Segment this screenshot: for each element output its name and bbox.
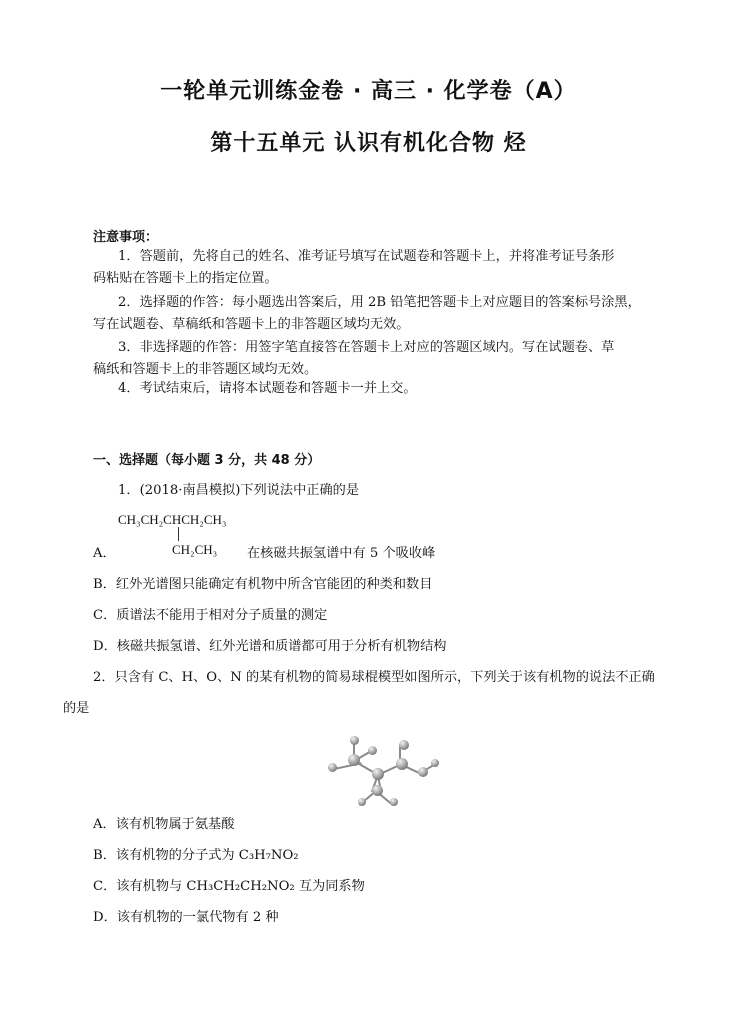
option-text: B．红外光谱图只能确定有机物中所含官能团的种类和数目 (93, 577, 433, 592)
notice-line: 写在试题卷、草稿纸和答题卡上的非答题区域均无效。 (93, 317, 410, 332)
option-text: D．核磁共振氢谱、红外光谱和质谱都可用于分析有机物结构 (93, 639, 447, 654)
notice-line: 3．非选择题的作答：用签字笔直接答在答题卡上对应的答题区域内。写在试题卷、草 (118, 340, 615, 355)
option-label: A． (93, 546, 116, 561)
option-text: B．该有机物的分子式为 C₃H₇NO₂ (93, 848, 299, 863)
document-title: 一轮单元训练金卷 · 高三 · 化学卷（A） (160, 79, 577, 104)
notice-line: 码粘贴在答题卡上的指定位置。 (93, 271, 278, 286)
formula-branch: CH₂CH₃ (172, 542, 218, 557)
unit-title: 第十五单元 认识有机化合物 烃 (210, 131, 527, 156)
notice-line: 4．考试结束后，请将本试题卷和答题卡一并上交。 (118, 381, 417, 396)
option-text: D．该有机物的一氯代物有 2 种 (93, 910, 279, 925)
option-text: A．该有机物属于氨基酸 (93, 817, 235, 832)
question-2-stem: 2．只含有 C、H、O、N 的某有机物的简易球棍模型如图所示，下列关于该有机物的说法不正确 (93, 670, 655, 685)
section-heading: 一、选择题（每小题 3 分，共 48 分） (93, 453, 321, 468)
formula-branch-bond (178, 527, 179, 541)
option-text: C．质谱法不能用于相对分子质量的测定 (93, 608, 328, 623)
option-text: C．该有机物与 CH₃CH₂CH₂NO₂ 互为同系物 (93, 879, 365, 894)
notice-line: 稿纸和答题卡上的非答题区域均无效。 (93, 362, 318, 377)
ball-stick-model-figure (320, 730, 450, 805)
question-2-stem-cont: 的是 (63, 701, 90, 716)
formula-main-chain: CH₃CH₂CHCH₂CH₃ (118, 512, 227, 527)
option-text: 在核磁共振氢谱中有 5 个吸收峰 (247, 546, 436, 561)
notice-line: 1．答题前，先将自己的姓名、准考证号填写在试题卷和答题卡上，并将准考证号条形 (118, 249, 615, 264)
notice-line: 2．选择题的作答：每小题选出答案后，用 2B 铅笔把答题卡上对应题目的答案标号涂黑， (118, 295, 641, 310)
notice-heading: 注意事项： (93, 230, 159, 245)
question-1-stem: 1．(2018·南昌模拟)下列说法中正确的是 (118, 483, 360, 498)
